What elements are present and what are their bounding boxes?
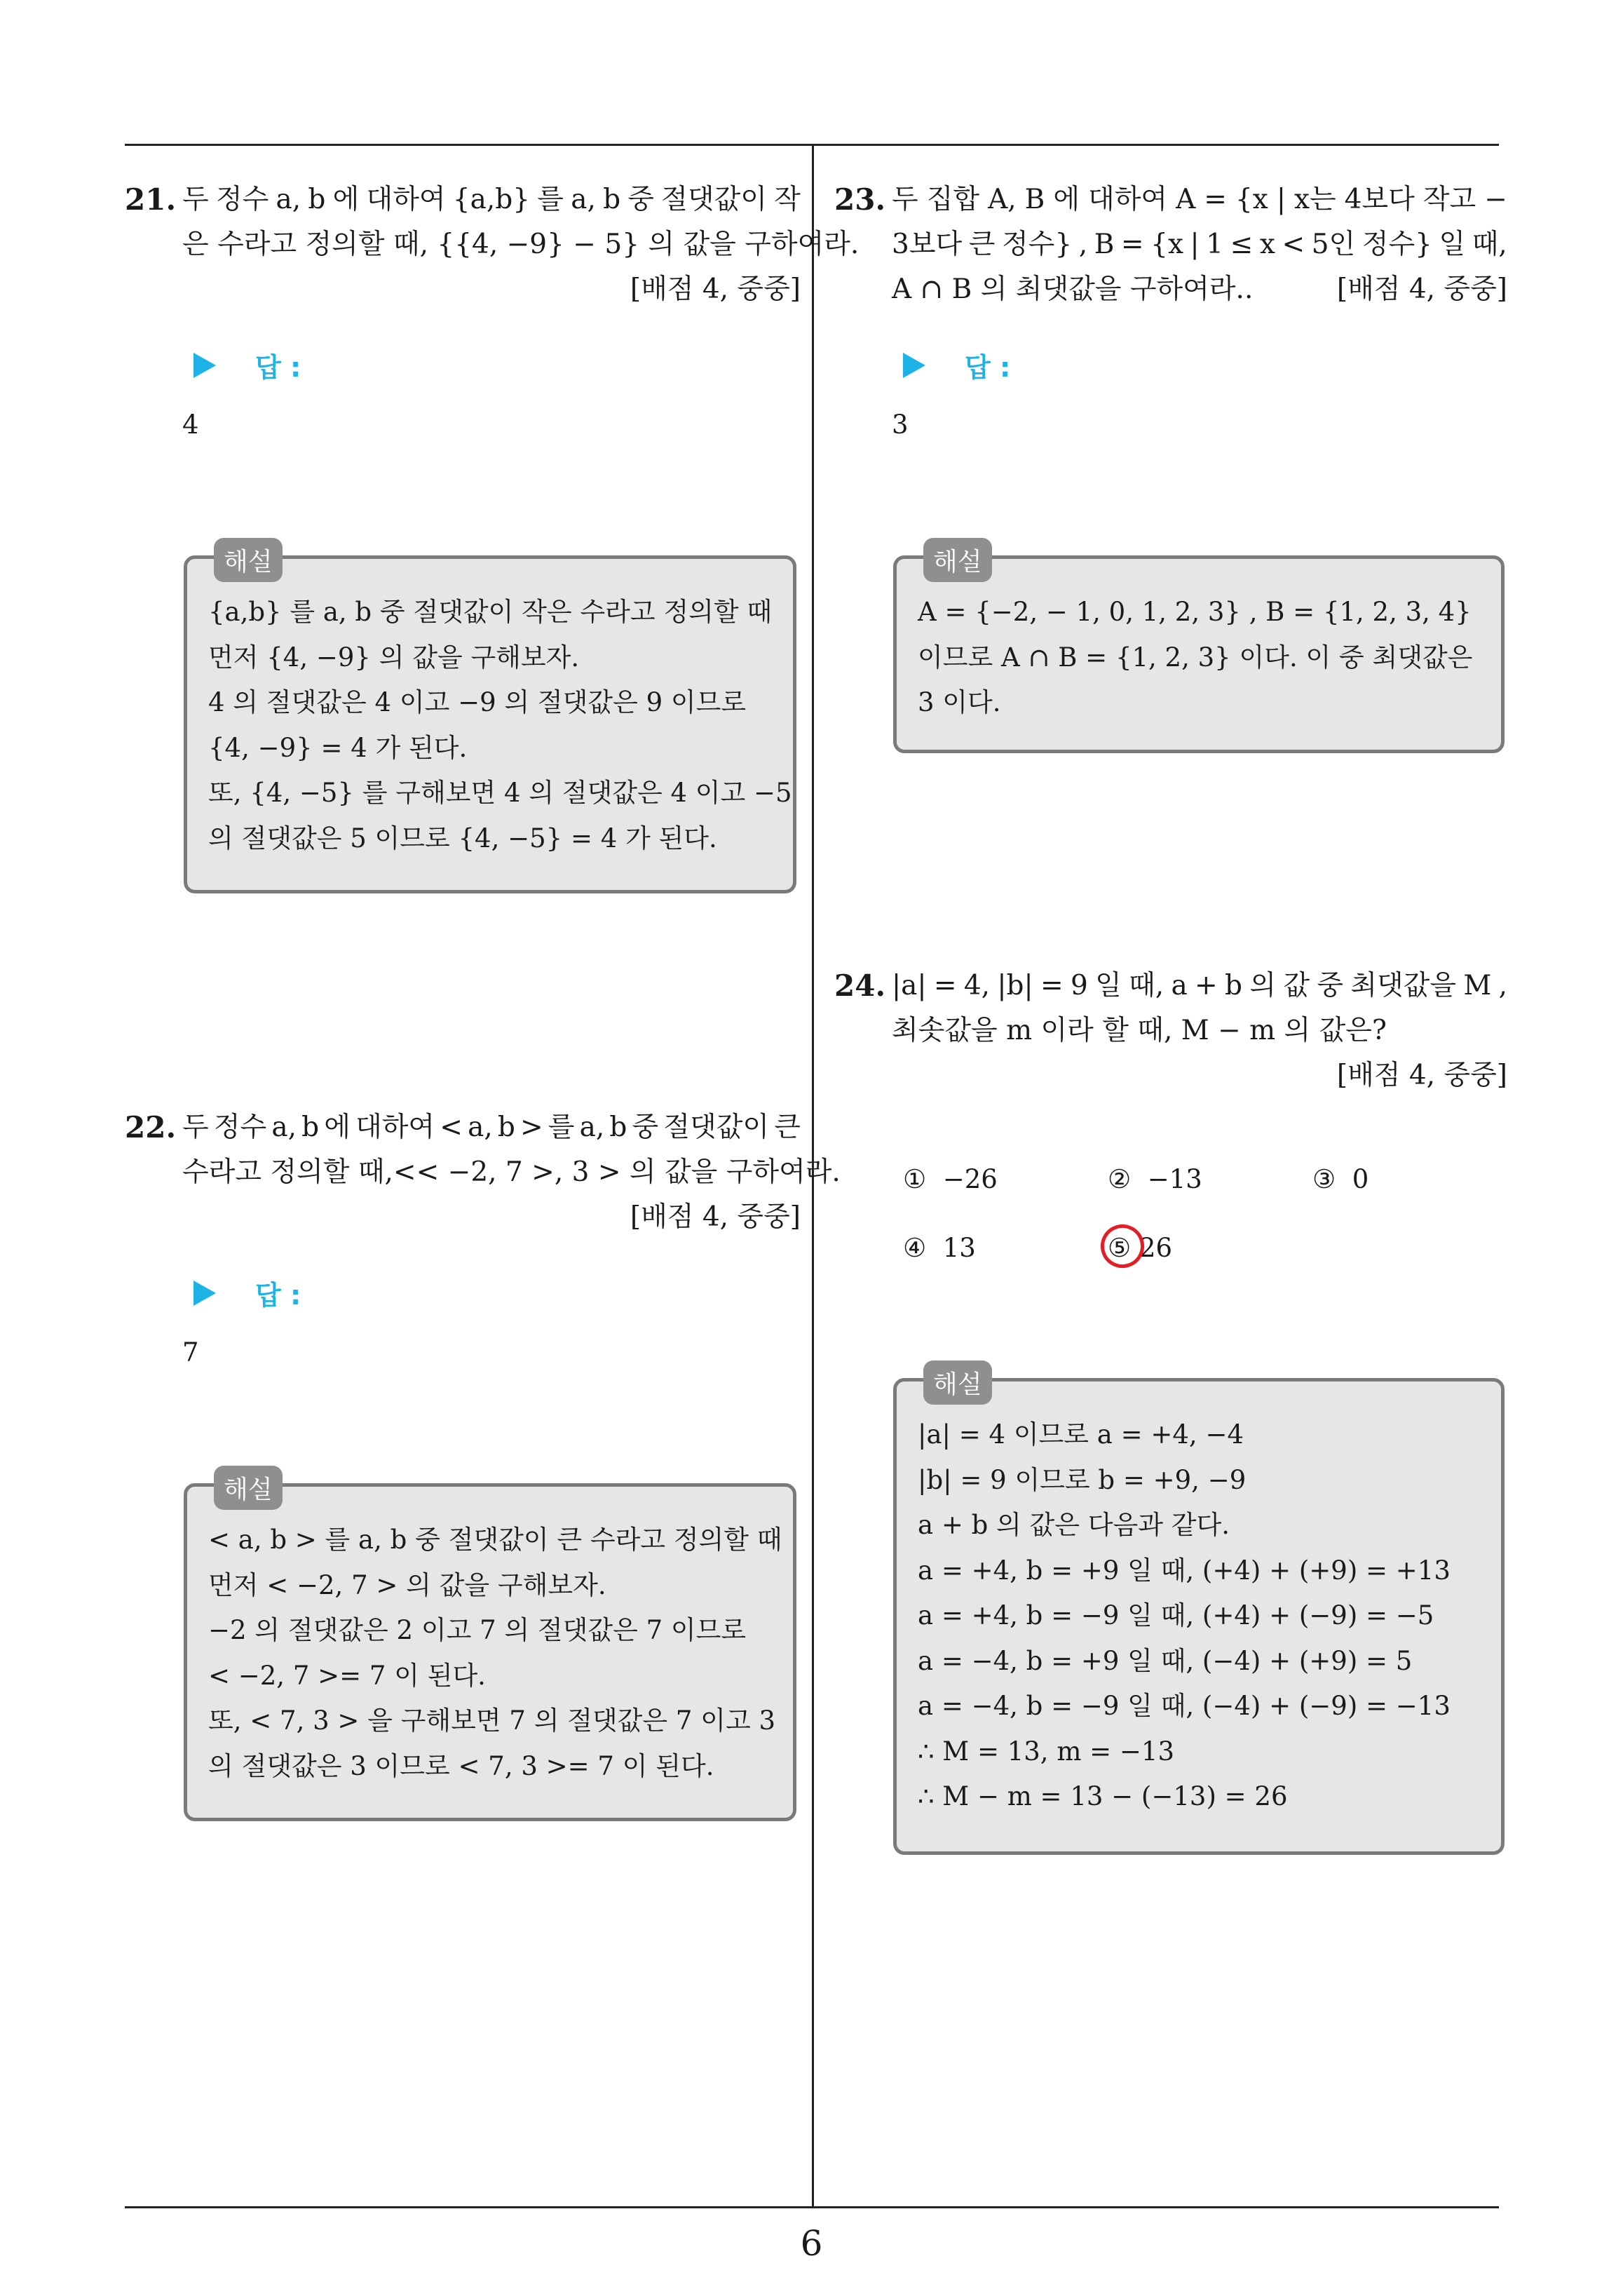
answer-value: 7 xyxy=(182,1337,199,1368)
choice-4[interactable]: ④ 13 xyxy=(903,1233,976,1263)
bottom-rule xyxy=(125,2206,1499,2208)
explanation-line: a + b 의 값은 다음과 같다. xyxy=(918,1510,1230,1540)
score-tag: [배점 4, 중중] xyxy=(1336,274,1507,305)
explanation-line: 4 의 절댓값은 4 이고 −9 의 절댓값은 9 이므로 xyxy=(208,687,747,717)
answer-choices xyxy=(903,1164,1506,1262)
answer-row xyxy=(193,346,801,384)
problem-number: 23. xyxy=(834,182,886,217)
explanation-line: a = +4, b = −9 일 때, (+4) + (−9) = −5 xyxy=(918,1600,1434,1630)
explanation-line: |b| = 9 이므로 b = +9, −9 xyxy=(918,1464,1247,1495)
play-arrow-icon xyxy=(193,353,216,378)
explanation-line: a = +4, b = +9 일 때, (+4) + (+9) = +13 xyxy=(918,1555,1451,1586)
problem-text: |a| = 4, |b| = 9 일 때, a + b 의 값 중 최댓값을 M , xyxy=(892,970,1507,1001)
explanation-box-21 xyxy=(184,548,796,893)
explanation-line: a = −4, b = −9 일 때, (−4) + (−9) = −13 xyxy=(918,1691,1451,1721)
explanation-line: {a,b} 를 a, b 중 절댓값이 작은 수라고 정의할 때 xyxy=(208,597,773,627)
problem-text: A ∩ B 의 최댓값을 구하여라.. xyxy=(892,274,1254,305)
explanation-line: ∴ M − m = 13 − (−13) = 26 xyxy=(918,1781,1288,1811)
choice-5[interactable]: ⑤ 26 xyxy=(1108,1233,1173,1263)
answer-label: 답 : xyxy=(965,352,1011,383)
problem-text: 수라고 정의할 때,<< −2, 7 >, 3 > 의 값을 구하여라. xyxy=(182,1156,841,1188)
problem-text: 3보다 큰 정수} , B = {x | 1 ≤ x < 5인 정수} 일 때, xyxy=(892,229,1507,260)
problem-text: 두 집합 A, B 에 대하여 A = {x | x는 4보다 작고 − xyxy=(892,184,1507,215)
score-tag: [배점 4, 중중] xyxy=(1336,1060,1507,1091)
answer-value: 4 xyxy=(182,410,199,440)
answer-value: 3 xyxy=(892,410,909,440)
explanation-line: 이므로 A ∩ B = {1, 2, 3} 이다. 이 중 최댓값은 xyxy=(918,642,1473,673)
answer-row xyxy=(193,1274,801,1312)
answer-label: 답 : xyxy=(255,352,301,383)
problem-number: 21. xyxy=(125,182,177,217)
explanation-tag: 해설 xyxy=(214,538,283,582)
problem-22 xyxy=(125,1105,841,1368)
explanation-box-22 xyxy=(184,1475,796,1821)
answer-row xyxy=(903,346,1507,384)
problem-number: 24. xyxy=(834,968,886,1003)
choice-1[interactable]: ① −26 xyxy=(903,1164,998,1194)
explanation-line: −2 의 절댓값은 2 이고 7 의 절댓값은 7 이므로 xyxy=(208,1615,747,1645)
play-arrow-icon xyxy=(193,1281,216,1306)
explanation-line: 먼저 {4, −9} 의 값을 구해보자. xyxy=(208,642,580,673)
explanation-line: < −2, 7 >= 7 이 된다. xyxy=(208,1660,486,1691)
explanation-line: ∴ M = 13, m = −13 xyxy=(918,1736,1175,1767)
problem-24 xyxy=(834,964,1507,1098)
explanation-line: a = −4, b = +9 일 때, (−4) + (+9) = 5 xyxy=(918,1645,1413,1676)
explanation-line: 또, {4, −5} 를 구해보면 4 의 절댓값은 4 이고 −5 xyxy=(208,778,792,808)
play-arrow-icon xyxy=(903,353,925,378)
explanation-line: < a, b > 를 a, b 중 절댓값이 큰 수라고 정의할 때 xyxy=(208,1525,782,1555)
problem-text: 은 수라고 정의할 때, {{4, −9} − 5} 의 값을 구하여라. xyxy=(182,229,860,260)
explanation-tag: 해설 xyxy=(923,1360,992,1405)
explanation-line: 의 절댓값은 5 이므로 {4, −5} = 4 가 된다. xyxy=(208,823,717,853)
explanation-line: 3 이다. xyxy=(918,687,1001,717)
explanation-line: |a| = 4 이므로 a = +4, −4 xyxy=(918,1419,1244,1450)
explanation-line: 먼저 < −2, 7 > 의 값을 구해보자. xyxy=(208,1569,606,1600)
score-tag: [배점 4, 중중] xyxy=(630,274,801,305)
explanation-line: A = {−2, − 1, 0, 1, 2, 3} , B = {1, 2, 3, 4} xyxy=(918,597,1472,627)
explanation-line: {4, −9} = 4 가 된다. xyxy=(208,732,468,763)
explanation-line: 또, < 7, 3 > 을 구해보면 7 의 절댓값은 7 이고 3 xyxy=(208,1706,776,1736)
answer-label: 답 : xyxy=(255,1280,301,1311)
page-number: 6 xyxy=(800,2223,823,2264)
explanation-line: 의 절댓값은 3 이므로 < 7, 3 >= 7 이 된다. xyxy=(208,1750,714,1781)
problem-number: 22. xyxy=(125,1110,177,1144)
choice-2[interactable]: ② −13 xyxy=(1108,1164,1202,1194)
selected-answer-circle-icon xyxy=(1094,1218,1150,1274)
problem-text: 두 정수 a, b 에 대하여 {a,b} 를 a, b 중 절댓값이 작 xyxy=(182,184,801,215)
explanation-tag: 해설 xyxy=(214,1466,283,1510)
explanation-tag: 해설 xyxy=(923,538,992,582)
choice-3[interactable]: ③ 0 xyxy=(1312,1164,1369,1194)
problem-23 xyxy=(834,177,1507,440)
explanation-box-24 xyxy=(893,1370,1505,1855)
problem-text: 최솟값을 m 이라 할 때, M − m 의 값은? xyxy=(892,1015,1387,1046)
problem-text-line xyxy=(892,267,1507,312)
problem-text: 두 정수 a, b 에 대하여 < a, b > 를 a, b 중 절댓값이 큰 xyxy=(182,1112,801,1143)
score-tag: [배점 4, 중중] xyxy=(630,1201,801,1233)
explanation-box-23 xyxy=(893,548,1505,753)
